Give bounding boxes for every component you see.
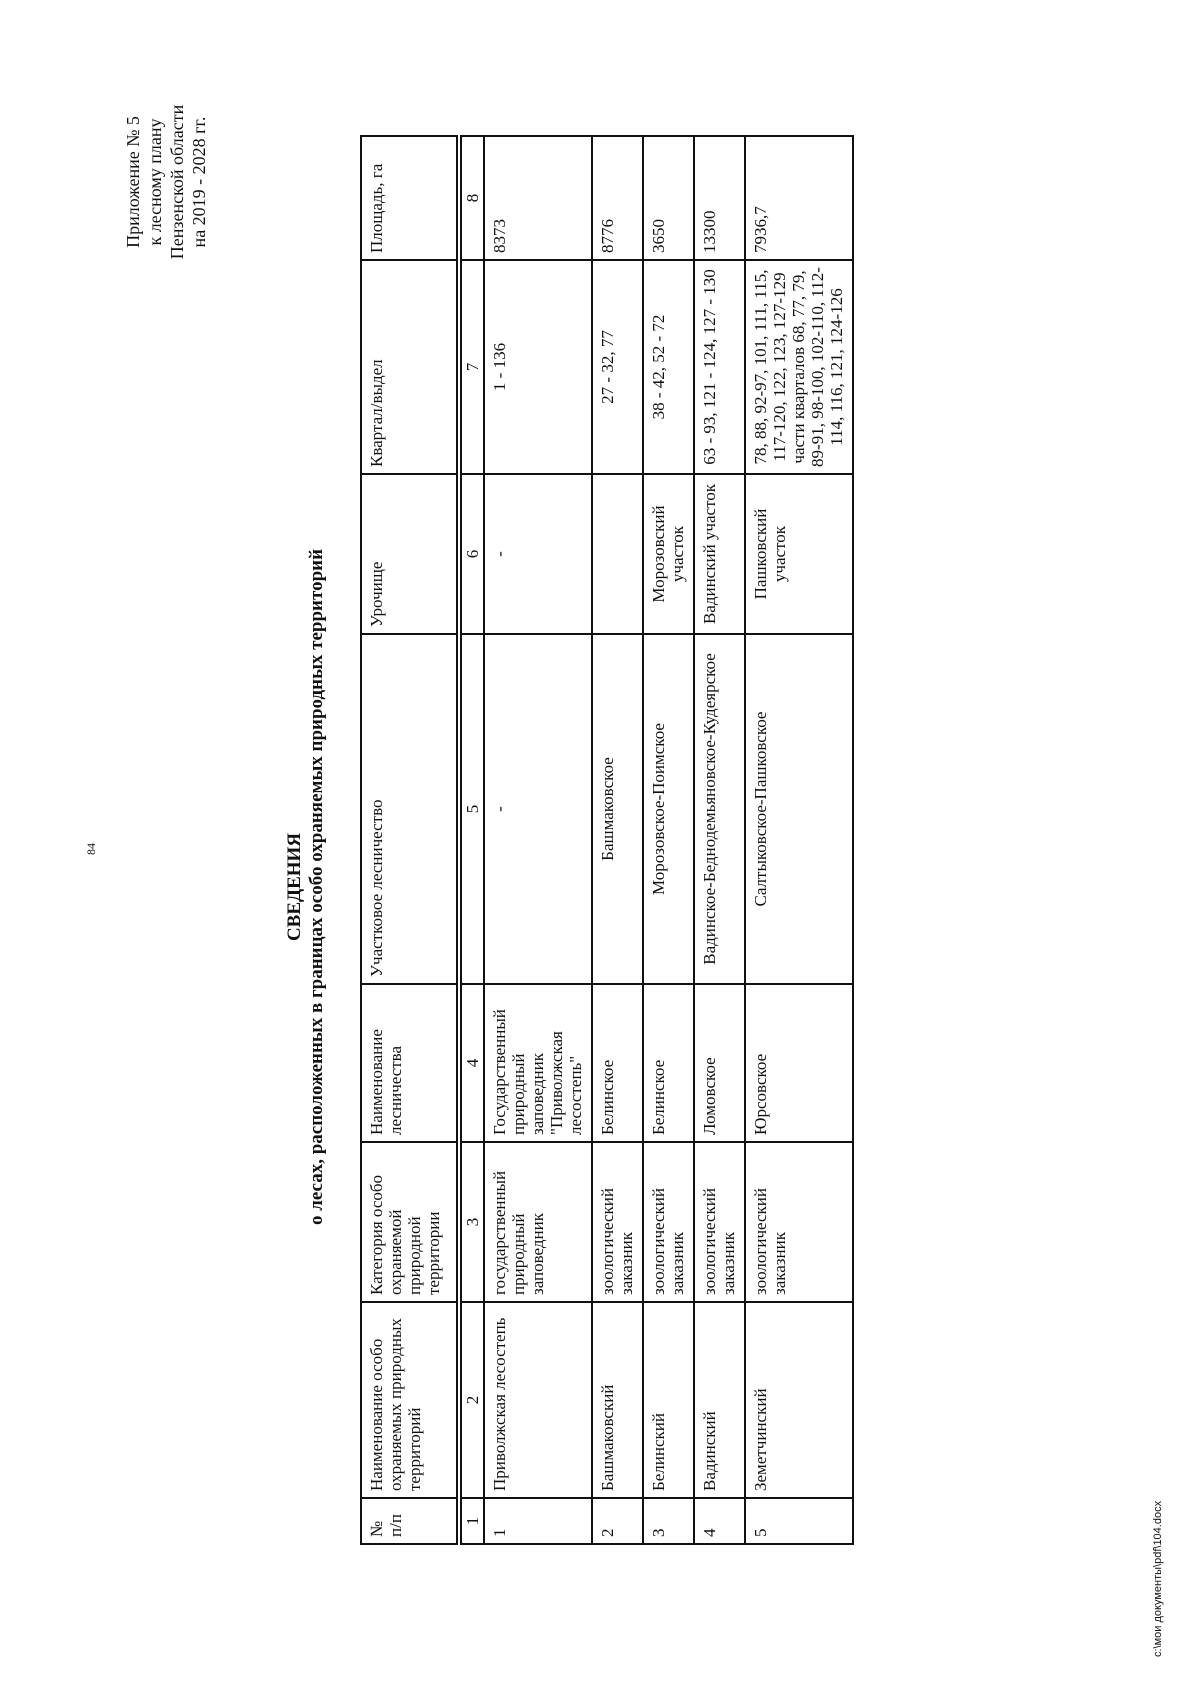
header-cell-area: Площадь, га: [361, 136, 459, 260]
header-cell-number: № п/п: [361, 1498, 459, 1544]
table-cell: 63 - 93, 121 - 124, 127 - 130: [694, 260, 745, 474]
table-cell: 5: [745, 1498, 853, 1544]
table-cell: 3650: [643, 136, 694, 260]
table-cell: 27 - 32, 77: [592, 260, 643, 474]
table-row: [745, 136, 853, 1544]
column-number-cell: 8: [459, 136, 484, 260]
column-number-cell: 4: [459, 984, 484, 1142]
table-cell: Государственный природный заповедник "Приволжская лесостепь": [484, 984, 592, 1142]
title-sub: о лесах, расположенных в границах особо охраняемых природных территорий: [306, 548, 327, 1226]
table-cell: 8373: [484, 136, 592, 260]
column-number-row: [459, 136, 484, 1544]
table-cell: Белинское: [643, 984, 694, 1142]
protected-areas-table: [360, 135, 854, 1545]
file-path-footer: c:\мои документы\pdf\104.docx: [1152, 1500, 1164, 1657]
appendix-note: [122, 77, 210, 287]
table-cell: зоологический заказник: [643, 1142, 694, 1302]
title-main: СВЕДЕНИЯ: [284, 832, 305, 942]
table-cell: Приволжская лесостепь: [484, 1302, 592, 1498]
header-cell-quarter: Квартал/выдел: [361, 260, 459, 474]
table-cell: Башмаковское: [592, 634, 643, 984]
table-row: [643, 136, 694, 1544]
header-cell-area-name: Наименование особо охраняемых природных территорий: [361, 1302, 459, 1498]
column-number-cell: 5: [459, 634, 484, 984]
table-cell: Земетчинский: [745, 1302, 853, 1498]
table-cell: 1 - 136: [484, 260, 592, 474]
table-cell: 2: [592, 1498, 643, 1544]
table-cell: Морозовское-Поимское: [643, 634, 694, 984]
table-cell: Вадинский участок: [694, 474, 745, 634]
table-cell: 38 - 42, 52 - 72: [643, 260, 694, 474]
header-cell-category: Категория особо охраняемой природной территории: [361, 1142, 459, 1302]
column-number-cell: 1: [459, 1498, 484, 1544]
appendix-line: Пензенской области: [167, 104, 187, 260]
table-row: [484, 136, 592, 1544]
header-cell-tract: Урочище: [361, 474, 459, 634]
table-cell: Салтыковское-Пашковское: [745, 634, 853, 984]
column-number-cell: 6: [459, 474, 484, 634]
table-row: [694, 136, 745, 1544]
table-cell: 3: [643, 1498, 694, 1544]
table-cell: зоологический заказник: [694, 1142, 745, 1302]
column-number-cell: 2: [459, 1302, 484, 1498]
header-cell-district-forestry: Участковое лесничество: [361, 634, 459, 984]
table-header-row: [361, 136, 459, 1544]
table-cell: -: [484, 474, 592, 634]
table-cell: 4: [694, 1498, 745, 1544]
page-number: 84: [84, 843, 98, 855]
table-cell: зоологический заказник: [745, 1142, 853, 1302]
table-cell: зоологический заказник: [592, 1142, 643, 1302]
appendix-line: на 2019 - 2028 гг.: [189, 116, 209, 248]
table-cell: Вадинский: [694, 1302, 745, 1498]
table-cell: Пашковский участок: [745, 474, 853, 634]
table-cell: -: [484, 634, 592, 984]
appendix-line: к лесному плану: [145, 118, 165, 246]
table-cell: Белинское: [592, 984, 643, 1142]
table-cell: Вадинское-Беднодемьяновское-Кудеярское: [694, 634, 745, 984]
column-number-cell: 3: [459, 1142, 484, 1302]
table-cell: [592, 474, 643, 634]
table-cell: 1: [484, 1498, 592, 1544]
column-number-cell: 7: [459, 260, 484, 474]
table-cell: 13300: [694, 136, 745, 260]
header-cell-forestry: Наименование лесничества: [361, 984, 459, 1142]
table-row: [592, 136, 643, 1544]
document-title: [284, 327, 328, 1447]
appendix-line: Приложение № 5: [123, 116, 143, 248]
table-cell: 78, 88, 92-97, 101, 111, 115, 117-120, 122, 123, 127-129 части кварталов 68, 77, 79, 89-91, 98-100, 102-110, 112-114, 116, 121, 124-126: [745, 260, 853, 474]
table-cell: Башмаковский: [592, 1302, 643, 1498]
table-cell: 8776: [592, 136, 643, 260]
table-cell: Белинский: [643, 1302, 694, 1498]
table-cell: Ломовское: [694, 984, 745, 1142]
table-cell: государственный природный заповедник: [484, 1142, 592, 1302]
table-cell: Морозовский участок: [643, 474, 694, 634]
table-cell: Юрсовское: [745, 984, 853, 1142]
table-cell: 7936,7: [745, 136, 853, 260]
